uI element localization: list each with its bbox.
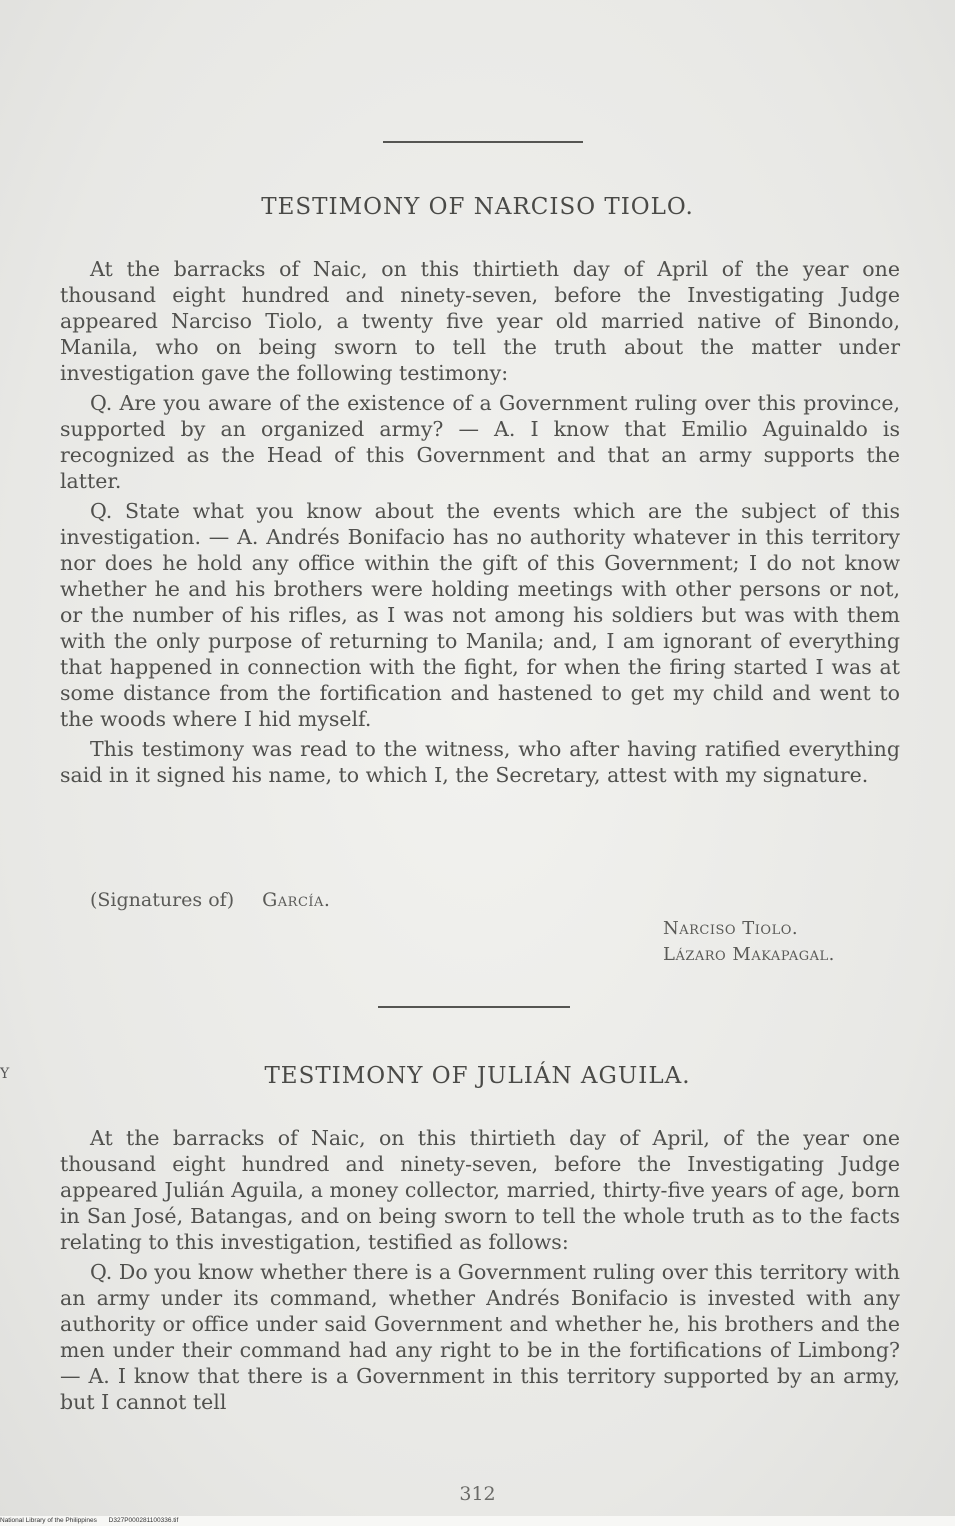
margin-mark: Y	[0, 1066, 10, 1082]
section-1-paragraph-intro: At the barracks of Naic, on this thirtieth day of April of the year one thousand eight hundred and ninety-seven, before the Investigating Judge appeared Narciso Tiolo, a twenty five year old married native of Binondo, Manila, who on being sworn to tell the truth about the matter under investigation gave the following testimony:	[60, 257, 900, 385]
section-1-paragraph-q1: Q. Are you aware of the existence of a Government ruling over this province, supported by an organized army? — A. I know that Emilio Aguinaldo is recognized as the Head of this Government and that an army supports the latter.	[60, 391, 900, 493]
signature-garcia: García.	[262, 889, 331, 911]
section-1-paragraph-q2: Q. State what you know about the events which are the subject of this investigation. — A. Andrés Bonifacio has no authority whatever in this territory nor does he hold any office within the gift of this Government; I do not know whether he and his brothers were holding meetings with other persons or not, or the number of his rifles, as I was not among his soldiers but was with them with the only purpose of returning to Manila; and, I am ignorant of everything that happened in connection with the fight, for when the firing started I was at some distance from the fortification and hastened to get my child and went to the woods where I hid myself.	[60, 499, 900, 731]
section-1-body	[60, 256, 900, 792]
section-2-body	[60, 1125, 900, 1419]
section-divider-top	[383, 141, 583, 143]
signatures-label: (Signatures of)	[90, 889, 235, 911]
footer-reference: D327P000281100336.tif	[108, 1517, 179, 1524]
section-1-paragraph-closing: This testimony was read to the witness, who after having ratified everything said in it signed his name, to which I, the Secretary, attest with my signature.	[60, 737, 900, 787]
section-divider-middle	[378, 1006, 570, 1008]
page-number: 312	[459, 1483, 496, 1505]
footer-institution: National Library of the Philippines	[0, 1517, 97, 1524]
signature-lazaro-makapagal: Lázaro Makapagal.	[663, 944, 835, 965]
section-2-paragraph-intro: At the barracks of Naic, on this thirtieth day of April, of the year one thousand eight hundred and ninety-seven, before the Investigating Judge appeared Julián Aguila, a money collector, married, thirty-five years of age, born in San José, Batangas, and on being sworn to tell the whole truth as to the facts relating to this investigation, testified as follows:	[60, 1126, 900, 1254]
signatures-line	[90, 889, 330, 911]
archive-footer	[0, 1516, 955, 1526]
signature-narciso-tiolo: Narciso Tiolo.	[663, 918, 799, 939]
section-1-title: TESTIMONY OF NARCISO TIOLO.	[261, 194, 694, 220]
section-2-paragraph-q1: Q. Do you know whether there is a Government ruling over this territory with an army under its command, whether Andrés Bonifacio is invested with any authority or office under said Government and whether he, his brothers and the men under their command had any right to be in the fortifications of Limbong? — A. I know that there is a Government in this territory supported by an army, but I cannot tell	[60, 1260, 900, 1414]
section-2-title: TESTIMONY OF JULIÁN AGUILA.	[264, 1063, 691, 1089]
witness-signatures	[663, 916, 835, 968]
